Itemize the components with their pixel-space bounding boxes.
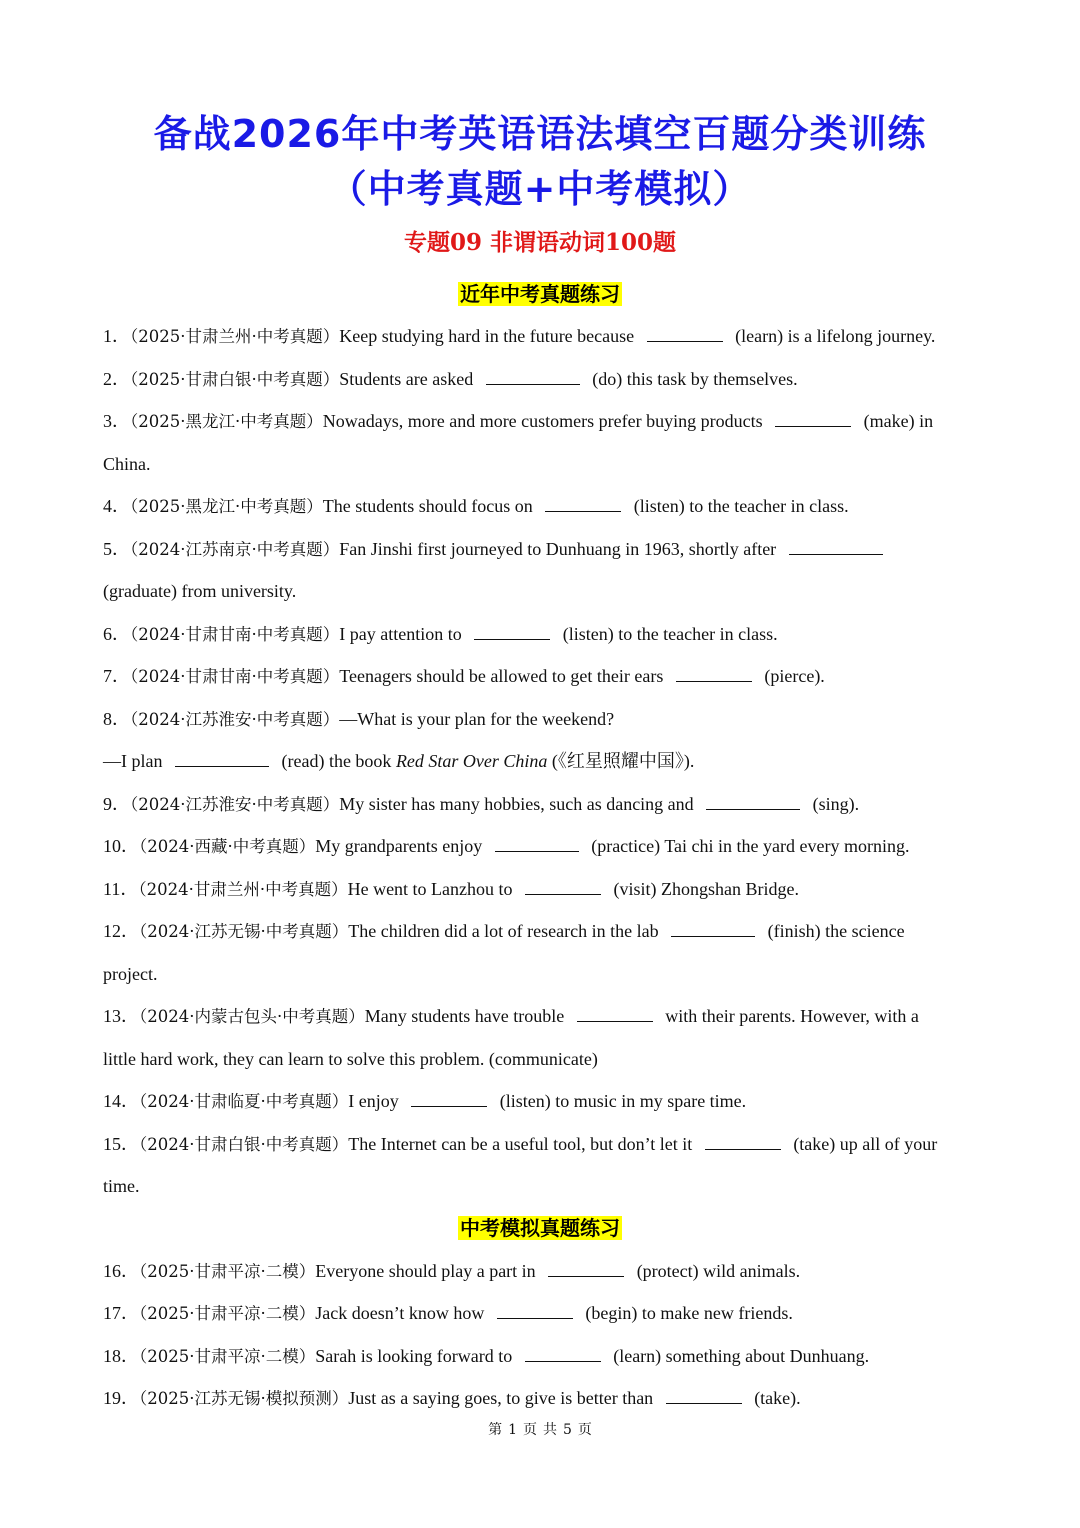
question-number: 18． (103, 1346, 139, 1366)
question-text: My sister has many hobbies, such as dancing and (339, 794, 694, 814)
answer-blank[interactable] (497, 1301, 573, 1319)
question-number: 3． (103, 411, 130, 431)
question-item (103, 1384, 983, 1413)
question-text: (read) the book (281, 751, 392, 771)
question-continuation: little hard work, they can learn to solve this problem. (communicate) (103, 1049, 598, 1069)
question-source: （2024·甘肃兰州·中考真题） (138, 880, 348, 899)
question-text: (sing). (812, 794, 860, 814)
question-text: (do) this task by themselves. (592, 369, 798, 389)
question-number: 9． (103, 794, 130, 814)
question-item (103, 1087, 983, 1116)
question-text: (pierce). (764, 666, 825, 686)
question-item (103, 492, 983, 521)
question-source: （2024·江苏南京·中考真题） (130, 540, 340, 559)
question-item (103, 875, 983, 904)
question-number: 8． (103, 709, 130, 729)
topic-subtitle: 专题09 非谓语动词100题 (403, 229, 677, 256)
answer-blank[interactable] (175, 749, 269, 767)
question-continuation: time. (103, 1176, 140, 1196)
answer-blank[interactable] (666, 1386, 742, 1404)
answer-blank[interactable] (486, 367, 580, 385)
question-text: —I plan (103, 751, 163, 771)
page-title: 备战2026年中考英语语法填空百题分类训练 (153, 112, 927, 156)
question-text: Sarah is looking forward to (315, 1346, 513, 1366)
question-number: 6． (103, 624, 130, 644)
question-text: The children did a lot of research in the lab (348, 921, 659, 941)
question-text: —What is your plan for the weekend? (339, 709, 615, 729)
question-text: He went to Lanzhou to (347, 879, 513, 899)
answer-blank[interactable] (706, 792, 800, 810)
question-text: (《红星照耀中国》). (551, 751, 695, 771)
question-text: with their parents. However, with a (665, 1006, 919, 1026)
section-heading-text: 近年中考真题练习 (460, 282, 620, 306)
footer-text: 页 (523, 1422, 537, 1438)
question-item (103, 1130, 983, 1159)
answer-blank[interactable] (775, 409, 851, 427)
question-number: 11． (103, 879, 139, 899)
answer-blank[interactable] (495, 834, 579, 852)
question-item (103, 407, 983, 436)
question-text: The Internet can be a useful tool, but don’t let it (348, 1134, 693, 1154)
question-source: （2025·甘肃兰州·中考真题） (130, 327, 340, 346)
section-heading-mock-exams (0, 1213, 1080, 1243)
question-text: (learn) something about Dunhuang. (613, 1346, 870, 1366)
question-text: Many students have trouble (364, 1006, 565, 1026)
question-item (103, 1299, 983, 1328)
question-source: （2024·江苏无锡·中考真题） (139, 922, 349, 941)
question-source: （2025·甘肃白银·中考真题） (130, 370, 340, 389)
question-source: （2025·甘肃平凉·二模） (139, 1304, 316, 1323)
question-item (103, 365, 983, 394)
question-number: 10． (103, 836, 139, 856)
question-source: （2025·江苏无锡·模拟预测） (139, 1389, 349, 1408)
question-continuation: (graduate) from university. (103, 581, 297, 601)
question-item (103, 832, 983, 861)
footer-text: 第 (488, 1422, 503, 1438)
question-text: I enjoy (348, 1091, 399, 1111)
question-source: （2024·内蒙古包头·中考真题） (139, 1007, 365, 1026)
page-title-line2: （中考真题+中考模拟） (328, 167, 752, 211)
answer-blank[interactable] (525, 1344, 601, 1362)
question-text: (learn) is a lifelong journey. (735, 326, 936, 346)
question-text: (listen) to the teacher in class. (562, 624, 778, 644)
question-source: （2025·黑龙江·中考真题） (130, 412, 323, 431)
question-item (103, 535, 983, 564)
question-item (103, 790, 983, 819)
question-source: （2024·甘肃甘南·中考真题） (130, 625, 340, 644)
question-text: My grandparents enjoy (315, 836, 483, 856)
question-number: 1． (103, 326, 130, 346)
question-item (103, 662, 983, 691)
book-title: Red Star Over China (395, 751, 548, 771)
question-source: （2024·西藏·中考真题） (139, 837, 316, 856)
question-text: (protect) wild animals. (636, 1261, 801, 1281)
question-text: (listen) to music in my spare time. (499, 1091, 747, 1111)
answer-blank[interactable] (411, 1089, 487, 1107)
question-text: Nowadays, more and more customers prefer buying products (322, 411, 763, 431)
answer-blank[interactable] (474, 622, 550, 640)
answer-blank[interactable] (676, 664, 752, 682)
question-source: （2024·甘肃甘南·中考真题） (130, 667, 340, 686)
question-source: （2024·甘肃白银·中考真题） (139, 1135, 349, 1154)
question-source: （2025·黑龙江·中考真题） (130, 497, 323, 516)
question-continuation: China. (103, 454, 151, 474)
answer-blank[interactable] (647, 324, 723, 342)
question-text: Just as a saying goes, to give is better than (348, 1388, 654, 1408)
question-number: 13． (103, 1006, 139, 1026)
question-item (103, 705, 983, 734)
section-heading-real-exams (0, 279, 1080, 309)
question-number: 16． (103, 1261, 139, 1281)
question-text: Everyone should play a part in (315, 1261, 536, 1281)
question-text: Students are asked (339, 369, 474, 389)
footer-text: 共 (543, 1422, 557, 1438)
answer-blank[interactable] (577, 1004, 653, 1022)
answer-blank[interactable] (789, 537, 883, 555)
question-number: 7． (103, 666, 130, 686)
question-text: I pay attention to (339, 624, 462, 644)
question-item (103, 1002, 983, 1031)
question-text: The students should focus on (322, 496, 533, 516)
footer-text: 页 (577, 1422, 592, 1438)
question-number: 17． (103, 1303, 139, 1323)
question-source: （2025·甘肃平凉·二模） (139, 1262, 316, 1281)
question-text: (practice) Tai chi in the yard every morning. (591, 836, 910, 856)
page-number: 1 (508, 1422, 517, 1438)
question-number: 12． (103, 921, 139, 941)
question-source: （2024·江苏淮安·中考真题） (130, 795, 340, 814)
question-number: 5． (103, 539, 130, 559)
question-text: (begin) to make new friends. (585, 1303, 793, 1323)
answer-blank[interactable] (671, 919, 755, 937)
question-number: 4． (103, 496, 130, 516)
question-continuation: project. (103, 964, 158, 984)
question-number: 15． (103, 1134, 139, 1154)
answer-blank[interactable] (525, 877, 601, 895)
question-text: (make) in (863, 411, 934, 431)
question-item (103, 917, 983, 946)
question-number: 14． (103, 1091, 139, 1111)
question-text: (finish) the science (767, 921, 905, 941)
question-text: Teenagers should be allowed to get their ears (339, 666, 664, 686)
question-text: (take) up all of your (793, 1134, 938, 1154)
question-continuation (103, 747, 983, 775)
page-total: 5 (563, 1422, 572, 1438)
question-text: Jack doesn’t know how (315, 1303, 485, 1323)
question-text: Fan Jinshi first journeyed to Dunhuang in 1963, shortly after (339, 539, 777, 559)
question-source: （2024·江苏淮安·中考真题） (130, 710, 340, 729)
page-footer (0, 1419, 1080, 1439)
question-text: (take). (754, 1388, 801, 1408)
question-number: 19． (103, 1388, 139, 1408)
question-source: （2024·甘肃临夏·中考真题） (139, 1092, 349, 1111)
section-heading-text: 中考模拟真题练习 (460, 1216, 620, 1240)
question-text: Keep studying hard in the future because (339, 326, 635, 346)
question-item (103, 1342, 983, 1371)
question-text: (visit) Zhongshan Bridge. (613, 879, 800, 899)
answer-blank[interactable] (705, 1132, 781, 1150)
question-item (103, 1257, 983, 1286)
question-number: 2． (103, 369, 130, 389)
question-item (103, 620, 983, 649)
answer-blank[interactable] (548, 1259, 624, 1277)
question-text: (listen) to the teacher in class. (633, 496, 849, 516)
question-item (103, 322, 983, 351)
answer-blank[interactable] (545, 494, 621, 512)
question-source: （2025·甘肃平凉·二模） (139, 1347, 316, 1366)
